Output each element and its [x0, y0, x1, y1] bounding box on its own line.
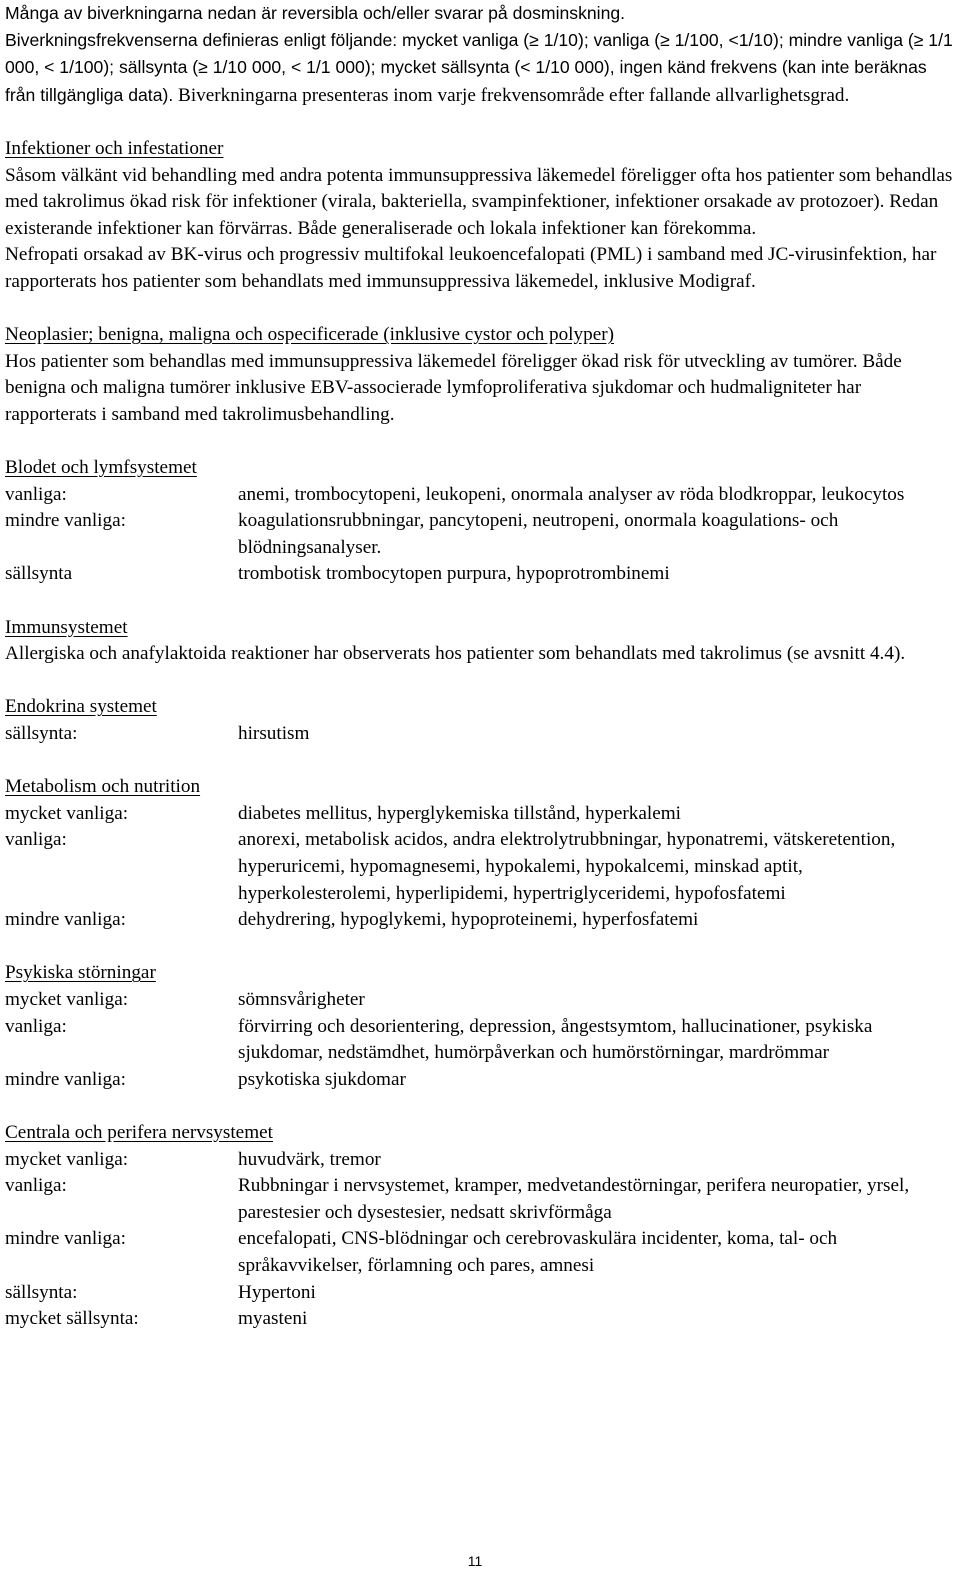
section-paragraph: Nefropati orsakad av BK-virus och progressiv multifokal leukoencefalopati (PML) i samband med JC-virusinfektion, har rapporterats hos patienter som behandlats med immunsuppressiva läkemedel, inklusive Modigraf.	[5, 244, 937, 292]
frequency-row	[5, 1173, 955, 1226]
adverse-effects-list: diabetes mellitus, hyperglykemiska tillstånd, hyperkalemi	[238, 802, 681, 824]
intro-block	[5, 0, 955, 109]
section-paragraph: Såsom välkänt vid behandling med andra potenta immunsuppressiva läkemedel föreligger ofta hos patienter som behandlas med takrolimus ökad risk för infektioner (virala, bakteriella, svampinfektioner, infektioner orsakade av protozoer). Redan existerande infektioner kan förvärras. Både generaliserade och lokala infektioner kan förekomma.	[5, 164, 953, 239]
adverse-effects-list: Rubbningar i nervsystemet, kramper, medvetandestörningar, perifera neuropatier, yrsel, parestesier och dysestesier, nedsatt skrivförmåga	[238, 1175, 910, 1223]
section	[5, 774, 955, 934]
page-number: 11	[467, 1553, 483, 1569]
frequency-row	[5, 987, 955, 1014]
adverse-effects-list: trombotisk trombocytopen purpura, hypoprotrombinemi	[238, 563, 670, 585]
frequency-label: vanliga:	[5, 483, 67, 505]
frequency-label: sällsynta	[5, 563, 73, 585]
frequency-order-text: Biverkningarna presenteras inom varje frekvensområde efter fallande allvarlighetsgrad.	[178, 84, 850, 106]
adverse-effects-list: hirsutism	[238, 723, 310, 745]
section-heading: Neoplasier; benigna, maligna och ospecificerade (inklusive cystor och polyper)	[5, 324, 614, 346]
frequency-label: mycket vanliga:	[5, 1148, 129, 1170]
frequency-row	[5, 561, 955, 588]
frequency-label: mindre vanliga:	[5, 510, 126, 532]
frequency-label: mycket vanliga:	[5, 802, 129, 824]
frequency-row	[5, 827, 955, 907]
frequency-row	[5, 721, 955, 748]
frequency-row	[5, 801, 955, 828]
frequency-label: sällsynta:	[5, 1281, 78, 1303]
section-heading: Immunsystemet	[5, 616, 128, 638]
section	[5, 960, 955, 1093]
section	[5, 615, 955, 668]
adverse-effects-list: huvudvärk, tremor	[238, 1148, 381, 1170]
intro-reversible-text: Många av biverkningarna nedan är reversibla och/eller svarar på dosminskning.	[5, 3, 626, 23]
frequency-label: mycket vanliga:	[5, 988, 129, 1010]
section-heading: Psykiska störningar	[5, 962, 156, 984]
section	[5, 136, 955, 296]
adverse-effects-list: encefalopati, CNS-blödningar och cerebrovaskulära incidenter, koma, tal- och språkavvikelser, förlamning och pares, amnesi	[238, 1228, 838, 1276]
frequency-row	[5, 1306, 955, 1333]
section-heading: Blodet och lymfsystemet	[5, 457, 197, 479]
section-paragraph: Allergiska och anafylaktoida reaktioner har observerats hos patienter som behandlats med takrolimus (se avsnitt 4.4).	[5, 643, 906, 665]
section-heading: Metabolism och nutrition	[5, 776, 201, 798]
frequency-label: vanliga:	[5, 829, 67, 851]
frequency-row	[5, 1226, 955, 1279]
section-paragraph: Hos patienter som behandlas med immunsuppressiva läkemedel föreligger ökad risk för utveckling av tumörer. Både benigna och maligna tumörer inklusive EBV-associerade lymfoproliferativa sjukdomar och hudmaligniteter har rapporterats i samband med takrolimusbehandling.	[5, 350, 902, 425]
sections-container	[5, 136, 955, 1333]
section	[5, 694, 955, 747]
frequency-label: vanliga:	[5, 1175, 67, 1197]
adverse-effects-list: dehydrering, hypoglykemi, hypoproteinemi, hyperfosfatemi	[238, 909, 699, 931]
adverse-effects-list: anorexi, metabolisk acidos, andra elektrolytrubbningar, hyponatremi, vätskeretention, hyperuricemi, hypomagnesemi, hypokalemi, hypokalcemi, minskad aptit, hyperkolesterolemi, hyperlipidemi, hypertriglyceridemi, hypofosfatemi	[238, 829, 896, 904]
frequency-row	[5, 1147, 955, 1174]
frequency-row	[5, 907, 955, 934]
section-heading: Endokrina systemet	[5, 696, 157, 718]
section	[5, 1120, 955, 1333]
frequency-label: mindre vanliga:	[5, 1068, 126, 1090]
frequency-row	[5, 1014, 955, 1067]
adverse-effects-list: Hypertoni	[238, 1281, 316, 1303]
frequency-row	[5, 482, 955, 509]
frequency-row	[5, 1067, 955, 1094]
adverse-effects-list: myasteni	[238, 1308, 308, 1330]
document-page	[5, 0, 955, 1333]
adverse-effects-list: förvirring och desorientering, depression, ångestsymtom, hallucinationer, psykiska sjukdomar, nedstämdhet, humörpåverkan och humörstörningar, mardrömmar	[238, 1015, 873, 1064]
frequency-row	[5, 1280, 955, 1307]
frequency-label: mycket sällsynta:	[5, 1308, 139, 1330]
section-heading: Infektioner och infestationer	[5, 137, 224, 159]
frequency-definition-text: Biverkningsfrekvenserna definieras enligt följande: mycket vanliga (≥ 1/10); vanliga (≥ 1/100, <1/10); mindre vanliga (≥ 1/1 000, < 1/100); sällsynta (≥ 1/10 000, < 1/1 000); mycket sällsynta (< 1/10 000), ingen känd frekvens (kan inte beräknas från tillgängliga data).	[5, 29, 953, 105]
adverse-effects-list: anemi, trombocytopeni, leukopeni, onormala analyser av röda blodkroppar, leukocytos	[238, 483, 905, 505]
frequency-label: sällsynta:	[5, 723, 78, 745]
frequency-row	[5, 508, 955, 561]
section	[5, 322, 955, 428]
adverse-effects-list: sömnsvårigheter	[238, 988, 365, 1010]
intro-frequency-definition	[5, 27, 955, 110]
section	[5, 455, 955, 588]
frequency-label: mindre vanliga:	[5, 909, 126, 931]
frequency-label: vanliga:	[5, 1015, 67, 1037]
adverse-effects-list: psykotiska sjukdomar	[238, 1068, 406, 1090]
adverse-effects-list: koagulationsrubbningar, pancytopeni, neutropeni, onormala koagulations- och blödningsanalyser.	[238, 510, 839, 558]
section-heading: Centrala och perifera nervsystemet	[5, 1121, 273, 1143]
frequency-label: mindre vanliga:	[5, 1228, 126, 1250]
